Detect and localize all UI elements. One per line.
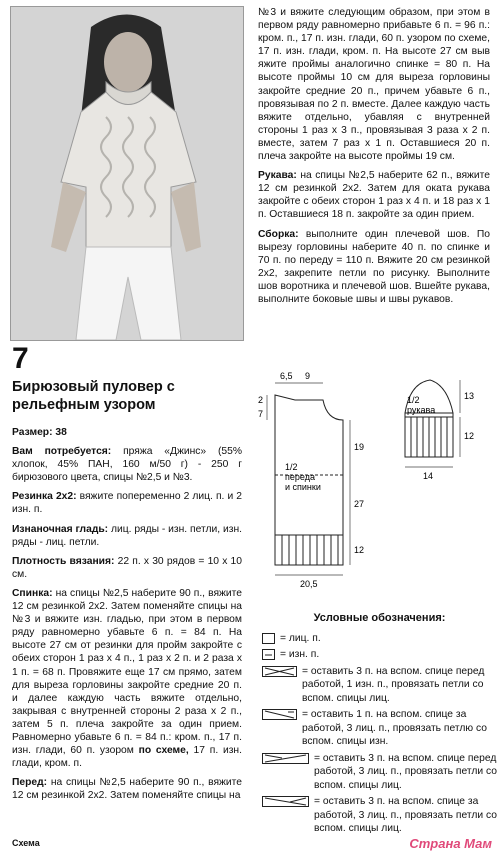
- back-text: на спицы №2,5 наберите 90 п., вяжите 12 см резинкой 2х2. Затем поменяйте спицы на №3 и вяжите изн. гладью, при этом в первом ряду равномерно убавьте 6 п. = 84 п. На высоте 27 см от резинки для пройм закройте с обеих сторон 1 раз х 4 п., 1 раз х 2 п. и 2 раза х 1 п. = 68 п. Провяжите еще 17 см прямо, затем для выреза горловины закройте средние 20 п. и далее каждую часть вяжите отдельно, закрывая с внутренней стороны 2 раза х 2 п., затем 5 п. плеча закройте за один прием. Равномерно убавьте 6 п. = 84 п.: кром. п., 17 п. изн. глади, 60 п. узором: [12, 587, 242, 757]
- cable-left-purl-symbol: [262, 666, 298, 678]
- sleeve-text: на спицы №2,5 наберите 62 п., вяжите 12 см резинкой 2х2. Затем для оката рукава закройте с обеих сторон 1 раз х 4 п. и 18 раз х 1 п. Оставшиеся 18 п. закройте за один прием.: [258, 170, 490, 221]
- right-column: [258, 6, 490, 312]
- schematic-diagram: [255, 365, 495, 600]
- dim-left-7: 7: [258, 409, 264, 419]
- legend: [262, 612, 497, 839]
- assembly-paragraph: [258, 228, 490, 307]
- back-text-bold: по схеме,: [138, 745, 189, 757]
- dim-neck: 6,5: [280, 371, 293, 381]
- model-photo: [10, 6, 244, 341]
- body-label-2: переда: [285, 472, 315, 482]
- schema-label: Схема: [12, 838, 40, 848]
- legend-text: = оставить 1 п. на вспом. спице за работой, 3 лиц. п., провязать петлю со вспом. спицы изн.: [302, 709, 487, 747]
- front-paragraph: [12, 776, 242, 802]
- sleeve-dim-rib: 12: [464, 431, 475, 441]
- sleeve-paragraph: [258, 169, 490, 221]
- front-cont-paragraph: №3 и вяжите следующим образом, при этом в первом ряду равномерно прибавьте 6 п. = 96 п.: кром. п., 17 п. изн. глади, 60 п. узором по схеме, 17 п. изн. глади, кром. п. На высоте 27 см выв яжите проймы аналогично спинке = 80 п. На высоте проймы 10 см для выреза горловины закройте средние 20 п., причем убавьте 6 п., провязывая по 2 п. вместе. Далее каждую часть вяжите отдельно, убавляя с внутренней стороны 1 раз х 3 п., провязывая 3 раза х 2 п. вместе, затем 7 раз х 1 п. Оставшиеся 20 п. плеча закройте на высоте проймы 19 см.: [258, 7, 490, 163]
- legend-text: = изн. п.: [280, 649, 320, 660]
- back-text-end: 17 п. изн. глади, кром. п.: [12, 745, 242, 770]
- rib-text: вяжите попеременно 2 лиц. п. и 2 изн. п.: [12, 491, 242, 516]
- reverse-text: лиц. ряды - изн. петли, изн. ряды - лиц. петли.: [12, 523, 242, 548]
- back-label: Спинка:: [12, 587, 53, 599]
- body-label-3: и спинки: [285, 482, 321, 492]
- cable-front-symbol: [262, 753, 310, 765]
- reverse-label: Изнаночная гладь:: [12, 523, 109, 535]
- legend-text: = лиц. п.: [280, 632, 321, 644]
- materials-text: пряжа «Джинс» (55% хлопок, 45% ПАН, 160 м/50 г) - 250 г бирюзового цвета, спицы №2,5 и №3.: [12, 446, 242, 484]
- legend-item: [262, 665, 497, 706]
- rib-label: Резинка 2х2:: [12, 491, 77, 503]
- front-text: на спицы №2,5 наберите 90 п., вяжите 12 см резинкой 2х2. Затем поменяйте спицы на: [12, 777, 242, 802]
- size-label: Размер:: [12, 427, 53, 438]
- sleeve-label-2: рукава: [407, 405, 436, 415]
- rib-paragraph: [12, 490, 242, 516]
- dim-width: 20,5: [300, 579, 318, 589]
- cable-back-symbol: [262, 796, 310, 808]
- dim-left-2: 2: [258, 395, 264, 405]
- legend-item: [262, 795, 497, 836]
- legend-text: = оставить 3 п. на вспом. спице перед работой, 3 лиц. п., провязать петли со вспом. спицы лиц.: [314, 752, 497, 791]
- pattern-title: Бирюзовый пуловер с рельефным узором: [12, 379, 175, 413]
- reverse-paragraph: [12, 523, 242, 549]
- dim-armhole: 19: [354, 442, 365, 452]
- gauge-label: Плотность вязания:: [12, 555, 115, 567]
- purl-stitch-symbol: [262, 649, 276, 661]
- dim-rib: 12: [354, 545, 365, 555]
- assembly-label: Сборка:: [258, 228, 299, 240]
- legend-item: [262, 632, 497, 646]
- size-paragraph: [12, 426, 242, 439]
- size-value: 38: [55, 427, 67, 438]
- dim-body: 27: [354, 499, 365, 509]
- legend-heading: Условные обозначения:: [313, 612, 446, 624]
- sleeve-label-1: 1/2: [407, 395, 420, 405]
- watermark-logo: Страна Мам: [409, 836, 492, 851]
- body-label-1: 1/2: [285, 462, 298, 472]
- legend-text: = оставить 3 п. на вспом. спице перед работой, 1 изн. п., провязать петли со вспом. спицы лиц.: [302, 665, 485, 704]
- front-label: Перед:: [12, 777, 48, 789]
- left-column: [12, 426, 242, 808]
- cable-right-purl-symbol: [262, 709, 298, 721]
- pattern-number: 7: [12, 342, 29, 375]
- back-paragraph: [12, 587, 242, 770]
- gauge-paragraph: [12, 555, 242, 581]
- knit-stitch-symbol: [262, 633, 276, 645]
- materials-paragraph: [12, 445, 242, 484]
- legend-item: [262, 752, 497, 793]
- sleeve-dim-width: 14: [423, 471, 434, 481]
- sleeve-label: Рукава:: [258, 170, 297, 182]
- model-photo-illustration: [11, 7, 243, 340]
- sleeve-dim-cap: 13: [464, 391, 475, 401]
- legend-item: [262, 648, 497, 662]
- assembly-text: выполните один плечевой шов. По вырезу горловины наберите 40 п. по спинке и 70 п. по переду = 110 п. Вяжите 20 см резинкой 2х2, закрепите петли по рисунку. Выполните шов воротника и плечевой шов. Вшейте рукава, выполните боковые швы и швы рукавов.: [258, 228, 490, 305]
- dim-shoulder: 9: [305, 371, 311, 381]
- body-rib: [275, 535, 343, 565]
- materials-label: Вам потребуется:: [12, 446, 112, 458]
- sleeve-pattern: [405, 380, 453, 457]
- gauge-text: 22 п. х 30 рядов = 10 х 10 см.: [12, 555, 242, 580]
- legend-text: = оставить 3 п. на вспом. спице за работой, 3 лиц. п., провязать петли со вспом. спицы лиц.: [314, 796, 497, 834]
- legend-item: [262, 708, 497, 749]
